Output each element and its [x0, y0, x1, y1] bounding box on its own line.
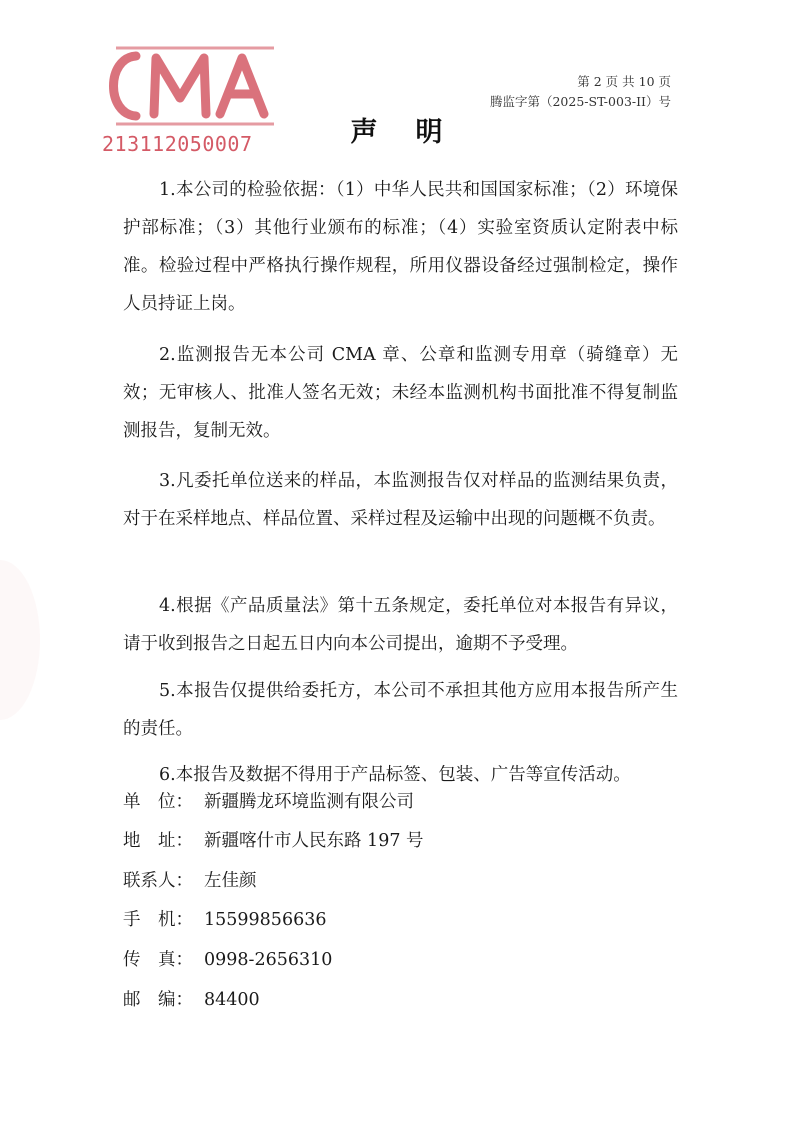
contact-unit — [123, 789, 683, 815]
statement-paragraph-6: 6.本报告及数据不得用于产品标签、包装、广告等宣传活动。 — [159, 765, 631, 785]
statement-paragraph-2: 2.监测报告无本公司 CMA 章、公章和监测专用章（骑缝章）无效；无审核人、批准人签名无效；未经本监测机构书面批准不得复制监测报告，复制无效。 — [123, 345, 678, 441]
statement-paragraph-3: 3.凡委托单位送来的样品，本监测报告仅对样品的监测结果负责，对于在采样地点、样品位置、采样过程及运输中出现的问题概不负责。 — [123, 471, 678, 529]
contact-person — [123, 868, 683, 894]
unit-value: 新疆腾龙环境监测有限公司 — [204, 792, 414, 812]
address-label: 地 址： — [123, 831, 193, 851]
person-value: 左佳颜 — [204, 871, 257, 891]
document-title: 声明 — [350, 117, 481, 148]
address-value: 新疆喀什市人民东路 197 号 — [204, 831, 424, 851]
person-label: 联系人： — [123, 871, 193, 891]
mobile-label: 手 机： — [123, 910, 193, 930]
statement-paragraph-1: 1.本公司的检验依据：（1）中华人民共和国国家标准；（2）环境保护部标准；（3）其他行业颁布的标准；（4）实验室资质认定附表中标准。检验过程中严格执行操作规程，所用仪器设备经过强制检定，操作人员持证上岗。 — [123, 180, 678, 314]
page-counter: 第 2 页 共 10 页 — [577, 74, 671, 89]
fax-label: 传 真： — [123, 950, 193, 970]
statement-paragraph-5: 5.本报告仅提供给委托方，本公司不承担其他方应用本报告所产生的责任。 — [123, 681, 678, 739]
statement-paragraph-4: 4.根据《产品质量法》第十五条规定，委托单位对本报告有异议，请于收到报告之日起五日内向本公司提出，逾期不予受理。 — [123, 596, 678, 654]
contact-mobile — [123, 907, 683, 933]
report-code: 腾监字第（2025-ST-003-II）号 — [489, 94, 671, 109]
mobile-value: 15599856636 — [204, 910, 327, 930]
contact-postcode — [123, 987, 683, 1013]
cma-certificate-number: 213112050007 — [102, 132, 253, 156]
postcode-value: 84400 — [204, 990, 260, 1010]
seal-residue — [0, 560, 40, 720]
fax-value: 0998-2656310 — [204, 950, 333, 970]
contact-address — [123, 828, 683, 854]
postcode-label: 邮 编： — [123, 990, 193, 1010]
unit-label: 单 位： — [123, 792, 193, 812]
contact-fax — [123, 947, 683, 973]
